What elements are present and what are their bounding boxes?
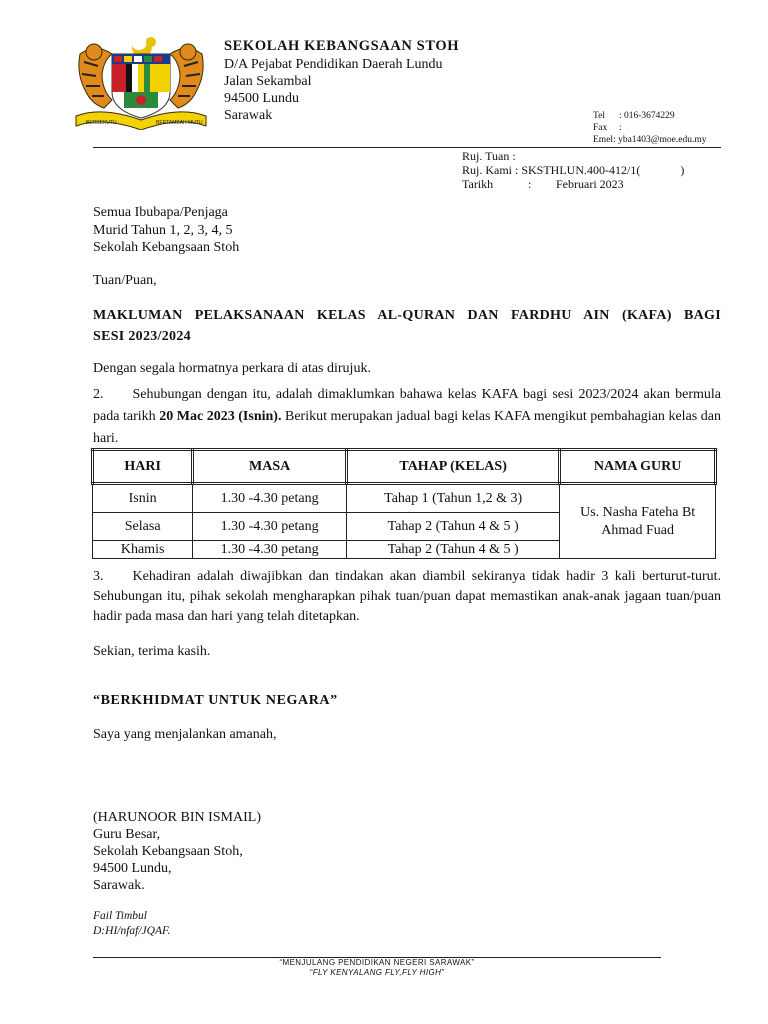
footer-slogan-2: “FLY KENYALANG FLY,FLY HIGH” (309, 968, 445, 977)
paragraph-3-number: 3. (93, 569, 104, 584)
contact-label: Tel (593, 111, 605, 121)
paragraph-2 (93, 384, 721, 450)
ref-tarikh (462, 177, 624, 192)
salutation: Tuan/Puan, (93, 273, 157, 288)
guru-name-line-2: Ahmad Fuad (601, 522, 674, 538)
file-ref-line-2: D:HI/nfaf/JQAF. (93, 925, 171, 937)
motto: “BERKHIDMAT UNTUK NEGARA” (93, 693, 338, 708)
ref-ruj-kami-close: ) (680, 163, 685, 177)
ref-ruj-kami (462, 163, 684, 178)
signatory-postcode: 94500 Lundu, (93, 861, 172, 876)
ref-tarikh-sep: : (528, 177, 532, 191)
school-name: SEKOLAH KEBANGSAAN STOH (224, 38, 460, 54)
recipient-line-3: Sekolah Kebangsaan Stoh (93, 240, 240, 255)
table-row (93, 484, 716, 513)
subject-line-2: SESI 2023/2024 (93, 329, 191, 344)
signatory-name: (HARUNOOR BIN ISMAIL) (93, 810, 261, 825)
header-masa: MASA (193, 450, 347, 484)
cell-tahap: Tahap 2 (Tahun 4 & 5 ) (346, 513, 559, 541)
paragraph-2-number: 2. (93, 387, 104, 402)
ref-tarikh-value: Februari 2023 (556, 177, 624, 191)
contact-value: : 016-3674229 (619, 111, 675, 121)
header-nama-guru: NAMA GURU (560, 450, 716, 484)
signatory-state: Sarawak. (93, 878, 145, 893)
address-line-2: Jalan Sekambal (224, 74, 312, 89)
cell-tahap: Tahap 1 (Tahun 1,2 & 3) (346, 484, 559, 513)
cell-hari: Isnin (93, 484, 193, 513)
cell-hari: Khamis (93, 541, 193, 559)
paragraph-2-text-pre: Sehubungan dengan itu, adalah dimaklumkan bahawa kelas KAFA bagi sesi 2023/2024 akan bermula pada tarikh (93, 387, 721, 424)
contact-value: : (619, 123, 622, 133)
recipient-line-2: Murid Tahun 1, 2, 3, 4, 5 (93, 223, 233, 238)
contact-value: : yba1403@moe.edu.my (613, 135, 707, 145)
cell-masa: 1.30 -4.30 petang (193, 513, 347, 541)
signatory-title: Guru Besar, (93, 827, 161, 842)
closing: Sekian, terima kasih. (93, 644, 211, 659)
guru-name-line-1: Us. Nasha Fateha Bt (580, 504, 696, 520)
address-line-4: Sarawak (224, 108, 273, 123)
signatory-school: Sekolah Kebangsaan Stoh, (93, 844, 243, 859)
address-line-3: 94500 Lundu (224, 91, 300, 106)
letterhead-divider (93, 147, 721, 148)
contact-label: Fax (593, 123, 608, 133)
footer-slogan-1: “MENJULANG PENDIDIKAN NEGERI SARAWAK” (279, 958, 475, 967)
cell-tahap: Tahap 2 (Tahun 4 & 5 ) (346, 541, 559, 559)
cell-nama-guru (560, 484, 716, 559)
cell-hari: Selasa (93, 513, 193, 541)
coat-of-arms-logo (72, 34, 210, 130)
paragraph-3-text: Kehadiran adalah diwajibkan dan tindakan akan diambil sekiranya tidak hadir 3 kali berturut-turut. Sehubungan itu, pihak sekolah mengharapkan pihak tuan/puan dapat memastikan anak-anak jagaan tuan/puan hadir pada masa dan hari yang telah ditetapkan. (93, 569, 721, 624)
paragraph-2-text-post: Berikut merupakan jadual bagi kelas KAFA mengikut pembahagian kelas dan hari. (93, 409, 721, 446)
contact-fax (593, 123, 622, 133)
contact-email (593, 135, 707, 145)
kafa-schedule-table (91, 448, 717, 559)
address-line-1: D/A Pejabat Pendidikan Daerah Lundu (224, 57, 443, 72)
ref-ruj-tuan: Ruj. Tuan : (462, 149, 516, 163)
cell-masa: 1.30 -4.30 petang (193, 484, 347, 513)
contact-tel (593, 111, 675, 121)
ref-ruj-kami-text: Ruj. Kami : SKSTHLUN.400-412/1( (462, 163, 641, 177)
header-hari: HARI (93, 450, 193, 484)
crest-motto-left: BERSEKUTU (86, 120, 117, 126)
cell-masa: 1.30 -4.30 petang (193, 541, 347, 559)
recipient-line-1: Semua Ibubapa/Penjaga (93, 205, 228, 220)
table-header-row (93, 450, 716, 484)
paragraph-1: Dengan segala hormatnya perkara di atas dirujuk. (93, 361, 371, 376)
crest-motto-right: BERTAMBAH MUTU (156, 120, 203, 126)
file-ref-line-1: Fail Timbul (93, 910, 147, 922)
paragraph-3 (93, 567, 721, 627)
amanah: Saya yang menjalankan amanah, (93, 727, 277, 742)
contact-label: Emel (593, 135, 614, 145)
ref-tarikh-label: Tarikh (462, 177, 494, 191)
paragraph-2-date: 20 Mac 2023 (Isnin). (159, 409, 282, 424)
header-tahap: TAHAP (KELAS) (346, 450, 559, 484)
subject-line-1: MAKLUMAN PELAKSANAAN KELAS AL-QURAN DAN FARDHU AIN (KAFA) BAGI (93, 308, 721, 323)
